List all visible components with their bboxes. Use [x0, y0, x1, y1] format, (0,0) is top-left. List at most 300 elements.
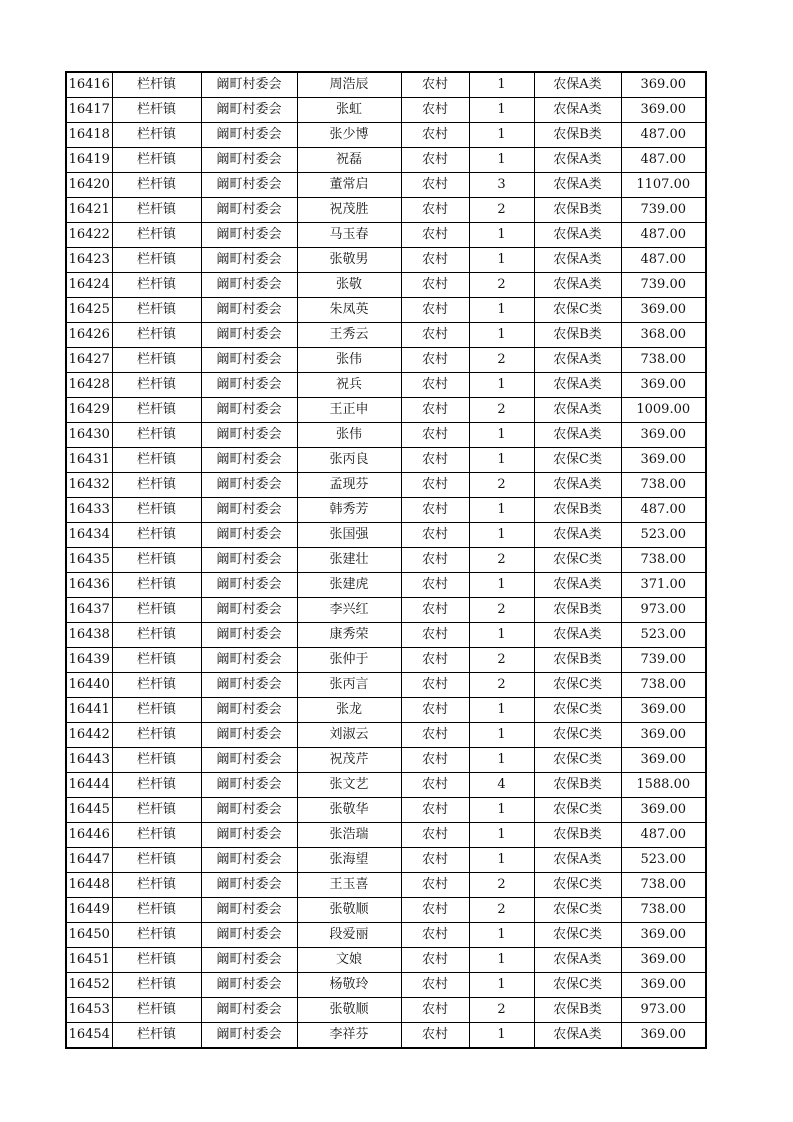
- cell-serial-number: 16454: [66, 1023, 112, 1049]
- cell-insurance-category: 农保B类: [534, 123, 621, 148]
- cell-town: 栏杆镇: [112, 123, 201, 148]
- table-row: [66, 448, 706, 473]
- cell-person-name: 张龙: [297, 698, 401, 723]
- cell-person-count: 1: [469, 698, 534, 723]
- table-row: [66, 873, 706, 898]
- table-row: [66, 298, 706, 323]
- table-row: [66, 823, 706, 848]
- cell-town: 栏杆镇: [112, 798, 201, 823]
- table-row: [66, 848, 706, 873]
- cell-residence-type: 农村: [401, 1023, 469, 1049]
- cell-person-count: 1: [469, 823, 534, 848]
- table-row: [66, 623, 706, 648]
- cell-insurance-category: 农保A类: [534, 348, 621, 373]
- cell-person-name: 张敬顺: [297, 898, 401, 923]
- table-row: [66, 948, 706, 973]
- cell-person-name: 康秀荣: [297, 623, 401, 648]
- cell-person-count: 1: [469, 298, 534, 323]
- cell-residence-type: 农村: [401, 98, 469, 123]
- cell-person-name: 朱凤英: [297, 298, 401, 323]
- cell-person-count: 2: [469, 648, 534, 673]
- cell-insurance-category: 农保A类: [534, 398, 621, 423]
- cell-residence-type: 农村: [401, 773, 469, 798]
- cell-village-committee: 阚町村委会: [201, 923, 297, 948]
- cell-village-committee: 阚町村委会: [201, 973, 297, 998]
- cell-serial-number: 16416: [66, 72, 112, 98]
- cell-person-name: 张建虎: [297, 573, 401, 598]
- cell-village-committee: 阚町村委会: [201, 573, 297, 598]
- cell-insurance-category: 农保B类: [534, 648, 621, 673]
- cell-town: 栏杆镇: [112, 673, 201, 698]
- cell-person-count: 2: [469, 398, 534, 423]
- cell-insurance-category: 农保B类: [534, 998, 621, 1023]
- cell-person-name: 韩秀芳: [297, 498, 401, 523]
- table-body: [66, 72, 706, 1048]
- cell-village-committee: 阚町村委会: [201, 473, 297, 498]
- cell-residence-type: 农村: [401, 198, 469, 223]
- cell-village-committee: 阚町村委会: [201, 248, 297, 273]
- cell-residence-type: 农村: [401, 598, 469, 623]
- table-row: [66, 523, 706, 548]
- cell-insurance-category: 农保A类: [534, 523, 621, 548]
- cell-town: 栏杆镇: [112, 348, 201, 373]
- cell-residence-type: 农村: [401, 823, 469, 848]
- cell-serial-number: 16419: [66, 148, 112, 173]
- table-row: [66, 573, 706, 598]
- cell-person-count: 1: [469, 498, 534, 523]
- cell-residence-type: 农村: [401, 72, 469, 98]
- table-row: [66, 723, 706, 748]
- cell-insurance-category: 农保B类: [534, 773, 621, 798]
- table-row: [66, 223, 706, 248]
- cell-serial-number: 16449: [66, 898, 112, 923]
- cell-person-name: 张仲于: [297, 648, 401, 673]
- cell-person-count: 2: [469, 898, 534, 923]
- cell-amount: 487.00: [621, 123, 706, 148]
- cell-serial-number: 16431: [66, 448, 112, 473]
- table-row: [66, 673, 706, 698]
- cell-person-name: 张敬华: [297, 798, 401, 823]
- cell-town: 栏杆镇: [112, 598, 201, 623]
- cell-village-committee: 阚町村委会: [201, 873, 297, 898]
- pension-roster-table: [65, 71, 707, 1049]
- cell-amount: 487.00: [621, 248, 706, 273]
- cell-insurance-category: 农保A类: [534, 848, 621, 873]
- cell-person-name: 张虹: [297, 98, 401, 123]
- cell-village-committee: 阚町村委会: [201, 623, 297, 648]
- cell-amount: 738.00: [621, 873, 706, 898]
- cell-person-count: 1: [469, 748, 534, 773]
- cell-person-count: 1: [469, 123, 534, 148]
- cell-residence-type: 农村: [401, 698, 469, 723]
- cell-residence-type: 农村: [401, 848, 469, 873]
- cell-town: 栏杆镇: [112, 98, 201, 123]
- cell-village-committee: 阚町村委会: [201, 298, 297, 323]
- cell-person-name: 王正申: [297, 398, 401, 423]
- cell-amount: 369.00: [621, 798, 706, 823]
- cell-town: 栏杆镇: [112, 448, 201, 473]
- cell-person-count: 2: [469, 548, 534, 573]
- cell-amount: 487.00: [621, 823, 706, 848]
- cell-person-count: 1: [469, 373, 534, 398]
- cell-person-name: 张海望: [297, 848, 401, 873]
- cell-person-count: 2: [469, 673, 534, 698]
- cell-amount: 523.00: [621, 848, 706, 873]
- cell-residence-type: 农村: [401, 923, 469, 948]
- cell-village-committee: 阚町村委会: [201, 598, 297, 623]
- cell-residence-type: 农村: [401, 123, 469, 148]
- cell-residence-type: 农村: [401, 273, 469, 298]
- cell-town: 栏杆镇: [112, 848, 201, 873]
- cell-person-name: 祝兵: [297, 373, 401, 398]
- cell-residence-type: 农村: [401, 373, 469, 398]
- cell-amount: 369.00: [621, 448, 706, 473]
- cell-village-committee: 阚町村委会: [201, 823, 297, 848]
- cell-town: 栏杆镇: [112, 72, 201, 98]
- cell-village-committee: 阚町村委会: [201, 398, 297, 423]
- cell-insurance-category: 农保C类: [534, 548, 621, 573]
- table-row: [66, 373, 706, 398]
- cell-serial-number: 16436: [66, 573, 112, 598]
- table-row: [66, 648, 706, 673]
- cell-residence-type: 农村: [401, 748, 469, 773]
- cell-amount: 738.00: [621, 348, 706, 373]
- table-row: [66, 598, 706, 623]
- cell-serial-number: 16452: [66, 973, 112, 998]
- cell-person-name: 张敬: [297, 273, 401, 298]
- table-row: [66, 898, 706, 923]
- cell-residence-type: 农村: [401, 323, 469, 348]
- cell-serial-number: 16430: [66, 423, 112, 448]
- cell-amount: 1009.00: [621, 398, 706, 423]
- cell-town: 栏杆镇: [112, 173, 201, 198]
- table-row: [66, 998, 706, 1023]
- table-row: [66, 248, 706, 273]
- cell-insurance-category: 农保A类: [534, 573, 621, 598]
- cell-serial-number: 16429: [66, 398, 112, 423]
- cell-person-name: 张文艺: [297, 773, 401, 798]
- cell-serial-number: 16442: [66, 723, 112, 748]
- cell-insurance-category: 农保A类: [534, 148, 621, 173]
- cell-residence-type: 农村: [401, 973, 469, 998]
- cell-person-count: 1: [469, 448, 534, 473]
- cell-insurance-category: 农保A类: [534, 423, 621, 448]
- cell-amount: 369.00: [621, 98, 706, 123]
- table-row: [66, 773, 706, 798]
- cell-amount: 369.00: [621, 298, 706, 323]
- cell-person-count: 1: [469, 848, 534, 873]
- cell-person-count: 1: [469, 248, 534, 273]
- cell-amount: 369.00: [621, 948, 706, 973]
- cell-insurance-category: 农保A类: [534, 173, 621, 198]
- cell-village-committee: 阚町村委会: [201, 698, 297, 723]
- cell-town: 栏杆镇: [112, 423, 201, 448]
- cell-amount: 1588.00: [621, 773, 706, 798]
- cell-person-name: 张丙言: [297, 673, 401, 698]
- cell-town: 栏杆镇: [112, 498, 201, 523]
- cell-amount: 738.00: [621, 673, 706, 698]
- cell-town: 栏杆镇: [112, 523, 201, 548]
- cell-residence-type: 农村: [401, 998, 469, 1023]
- cell-serial-number: 16417: [66, 98, 112, 123]
- cell-person-name: 刘淑云: [297, 723, 401, 748]
- cell-amount: 739.00: [621, 273, 706, 298]
- cell-residence-type: 农村: [401, 498, 469, 523]
- cell-village-committee: 阚町村委会: [201, 448, 297, 473]
- cell-town: 栏杆镇: [112, 823, 201, 848]
- cell-residence-type: 农村: [401, 798, 469, 823]
- cell-town: 栏杆镇: [112, 223, 201, 248]
- cell-amount: 739.00: [621, 648, 706, 673]
- cell-town: 栏杆镇: [112, 623, 201, 648]
- table-row: [66, 1023, 706, 1049]
- cell-town: 栏杆镇: [112, 298, 201, 323]
- cell-residence-type: 农村: [401, 398, 469, 423]
- cell-town: 栏杆镇: [112, 548, 201, 573]
- cell-insurance-category: 农保C类: [534, 748, 621, 773]
- cell-residence-type: 农村: [401, 673, 469, 698]
- cell-person-name: 祝茂胜: [297, 198, 401, 223]
- cell-person-count: 2: [469, 873, 534, 898]
- cell-person-count: 3: [469, 173, 534, 198]
- cell-residence-type: 农村: [401, 648, 469, 673]
- cell-person-name: 马玉春: [297, 223, 401, 248]
- cell-residence-type: 农村: [401, 723, 469, 748]
- cell-serial-number: 16418: [66, 123, 112, 148]
- cell-serial-number: 16424: [66, 273, 112, 298]
- cell-serial-number: 16435: [66, 548, 112, 573]
- cell-serial-number: 16421: [66, 198, 112, 223]
- cell-insurance-category: 农保B类: [534, 198, 621, 223]
- cell-person-name: 王秀云: [297, 323, 401, 348]
- cell-insurance-category: 农保A类: [534, 98, 621, 123]
- cell-person-count: 1: [469, 323, 534, 348]
- cell-insurance-category: 农保A类: [534, 473, 621, 498]
- cell-insurance-category: 农保B类: [534, 498, 621, 523]
- cell-village-committee: 阚町村委会: [201, 723, 297, 748]
- cell-serial-number: 16433: [66, 498, 112, 523]
- cell-insurance-category: 农保C类: [534, 973, 621, 998]
- cell-insurance-category: 农保B类: [534, 598, 621, 623]
- cell-amount: 1107.00: [621, 173, 706, 198]
- table-row: [66, 423, 706, 448]
- cell-village-committee: 阚町村委会: [201, 348, 297, 373]
- cell-residence-type: 农村: [401, 473, 469, 498]
- cell-insurance-category: 农保C类: [534, 698, 621, 723]
- cell-residence-type: 农村: [401, 548, 469, 573]
- cell-residence-type: 农村: [401, 148, 469, 173]
- cell-serial-number: 16440: [66, 673, 112, 698]
- cell-town: 栏杆镇: [112, 1023, 201, 1049]
- cell-town: 栏杆镇: [112, 898, 201, 923]
- cell-person-count: 1: [469, 1023, 534, 1049]
- cell-village-committee: 阚町村委会: [201, 173, 297, 198]
- cell-person-count: 2: [469, 348, 534, 373]
- cell-residence-type: 农村: [401, 298, 469, 323]
- cell-amount: 369.00: [621, 373, 706, 398]
- cell-insurance-category: 农保A类: [534, 948, 621, 973]
- cell-amount: 738.00: [621, 473, 706, 498]
- cell-town: 栏杆镇: [112, 373, 201, 398]
- cell-village-committee: 阚町村委会: [201, 948, 297, 973]
- cell-amount: 487.00: [621, 498, 706, 523]
- cell-person-count: 1: [469, 623, 534, 648]
- cell-amount: 369.00: [621, 72, 706, 98]
- cell-insurance-category: 农保C类: [534, 898, 621, 923]
- cell-serial-number: 16441: [66, 698, 112, 723]
- cell-insurance-category: 农保C类: [534, 673, 621, 698]
- cell-amount: 371.00: [621, 573, 706, 598]
- cell-town: 栏杆镇: [112, 398, 201, 423]
- cell-town: 栏杆镇: [112, 273, 201, 298]
- cell-village-committee: 阚町村委会: [201, 72, 297, 98]
- cell-village-committee: 阚町村委会: [201, 998, 297, 1023]
- cell-insurance-category: 农保A类: [534, 248, 621, 273]
- table-row: [66, 398, 706, 423]
- table-row: [66, 98, 706, 123]
- cell-amount: 369.00: [621, 1023, 706, 1049]
- cell-amount: 523.00: [621, 523, 706, 548]
- table-row: [66, 72, 706, 98]
- cell-village-committee: 阚町村委会: [201, 98, 297, 123]
- cell-serial-number: 16445: [66, 798, 112, 823]
- cell-amount: 523.00: [621, 623, 706, 648]
- cell-person-name: 张敬顺: [297, 998, 401, 1023]
- cell-serial-number: 16426: [66, 323, 112, 348]
- cell-person-count: 2: [469, 273, 534, 298]
- cell-village-committee: 阚町村委会: [201, 898, 297, 923]
- cell-village-committee: 阚町村委会: [201, 273, 297, 298]
- cell-town: 栏杆镇: [112, 748, 201, 773]
- cell-person-count: 1: [469, 948, 534, 973]
- cell-town: 栏杆镇: [112, 773, 201, 798]
- cell-person-name: 张国强: [297, 523, 401, 548]
- cell-serial-number: 16428: [66, 373, 112, 398]
- cell-person-name: 张少博: [297, 123, 401, 148]
- cell-person-count: 4: [469, 773, 534, 798]
- cell-town: 栏杆镇: [112, 148, 201, 173]
- cell-person-name: 张敬男: [297, 248, 401, 273]
- cell-person-count: 1: [469, 798, 534, 823]
- cell-person-name: 孟现芬: [297, 473, 401, 498]
- cell-village-committee: 阚町村委会: [201, 748, 297, 773]
- cell-serial-number: 16439: [66, 648, 112, 673]
- cell-town: 栏杆镇: [112, 248, 201, 273]
- cell-residence-type: 农村: [401, 448, 469, 473]
- cell-village-committee: 阚町村委会: [201, 223, 297, 248]
- cell-village-committee: 阚町村委会: [201, 773, 297, 798]
- cell-town: 栏杆镇: [112, 698, 201, 723]
- cell-serial-number: 16450: [66, 923, 112, 948]
- cell-insurance-category: 农保C类: [534, 798, 621, 823]
- cell-person-count: 1: [469, 523, 534, 548]
- cell-residence-type: 农村: [401, 623, 469, 648]
- cell-village-committee: 阚町村委会: [201, 323, 297, 348]
- cell-serial-number: 16447: [66, 848, 112, 873]
- cell-serial-number: 16432: [66, 473, 112, 498]
- cell-person-name: 祝茂芹: [297, 748, 401, 773]
- cell-town: 栏杆镇: [112, 723, 201, 748]
- cell-person-name: 周浩辰: [297, 72, 401, 98]
- cell-insurance-category: 农保A类: [534, 373, 621, 398]
- cell-person-count: 1: [469, 72, 534, 98]
- cell-serial-number: 16444: [66, 773, 112, 798]
- cell-town: 栏杆镇: [112, 473, 201, 498]
- cell-serial-number: 16422: [66, 223, 112, 248]
- cell-amount: 738.00: [621, 898, 706, 923]
- cell-insurance-category: 农保A类: [534, 623, 621, 648]
- cell-village-committee: 阚町村委会: [201, 848, 297, 873]
- table-row: [66, 498, 706, 523]
- cell-serial-number: 16446: [66, 823, 112, 848]
- cell-serial-number: 16427: [66, 348, 112, 373]
- table-row: [66, 473, 706, 498]
- cell-person-count: 1: [469, 98, 534, 123]
- cell-village-committee: 阚町村委会: [201, 1023, 297, 1049]
- cell-town: 栏杆镇: [112, 573, 201, 598]
- cell-village-committee: 阚町村委会: [201, 548, 297, 573]
- cell-serial-number: 16453: [66, 998, 112, 1023]
- table-row: [66, 123, 706, 148]
- cell-person-name: 董常启: [297, 173, 401, 198]
- table-row: [66, 923, 706, 948]
- cell-residence-type: 农村: [401, 523, 469, 548]
- cell-person-count: 1: [469, 223, 534, 248]
- cell-serial-number: 16438: [66, 623, 112, 648]
- cell-residence-type: 农村: [401, 348, 469, 373]
- table-row: [66, 173, 706, 198]
- table-row: [66, 273, 706, 298]
- cell-amount: 369.00: [621, 973, 706, 998]
- cell-town: 栏杆镇: [112, 648, 201, 673]
- cell-amount: 369.00: [621, 698, 706, 723]
- cell-person-name: 段爱丽: [297, 923, 401, 948]
- cell-insurance-category: 农保B类: [534, 323, 621, 348]
- cell-insurance-category: 农保B类: [534, 823, 621, 848]
- cell-person-count: 2: [469, 598, 534, 623]
- cell-insurance-category: 农保C类: [534, 298, 621, 323]
- cell-insurance-category: 农保A类: [534, 223, 621, 248]
- cell-person-count: 1: [469, 723, 534, 748]
- cell-insurance-category: 农保C类: [534, 923, 621, 948]
- cell-person-count: 2: [469, 998, 534, 1023]
- cell-serial-number: 16423: [66, 248, 112, 273]
- cell-village-committee: 阚町村委会: [201, 798, 297, 823]
- cell-amount: 973.00: [621, 998, 706, 1023]
- cell-village-committee: 阚町村委会: [201, 123, 297, 148]
- table-row: [66, 798, 706, 823]
- cell-amount: 738.00: [621, 548, 706, 573]
- cell-person-count: 1: [469, 423, 534, 448]
- table-row: [66, 198, 706, 223]
- cell-serial-number: 16425: [66, 298, 112, 323]
- cell-insurance-category: 农保A类: [534, 273, 621, 298]
- table-row: [66, 973, 706, 998]
- cell-insurance-category: 农保C类: [534, 723, 621, 748]
- cell-town: 栏杆镇: [112, 873, 201, 898]
- table-row: [66, 323, 706, 348]
- cell-person-count: 1: [469, 973, 534, 998]
- cell-town: 栏杆镇: [112, 973, 201, 998]
- cell-amount: 973.00: [621, 598, 706, 623]
- cell-insurance-category: 农保A类: [534, 1023, 621, 1049]
- cell-village-committee: 阚町村委会: [201, 523, 297, 548]
- cell-village-committee: 阚町村委会: [201, 423, 297, 448]
- cell-residence-type: 农村: [401, 423, 469, 448]
- cell-person-count: 2: [469, 473, 534, 498]
- cell-insurance-category: 农保C类: [534, 448, 621, 473]
- cell-serial-number: 16448: [66, 873, 112, 898]
